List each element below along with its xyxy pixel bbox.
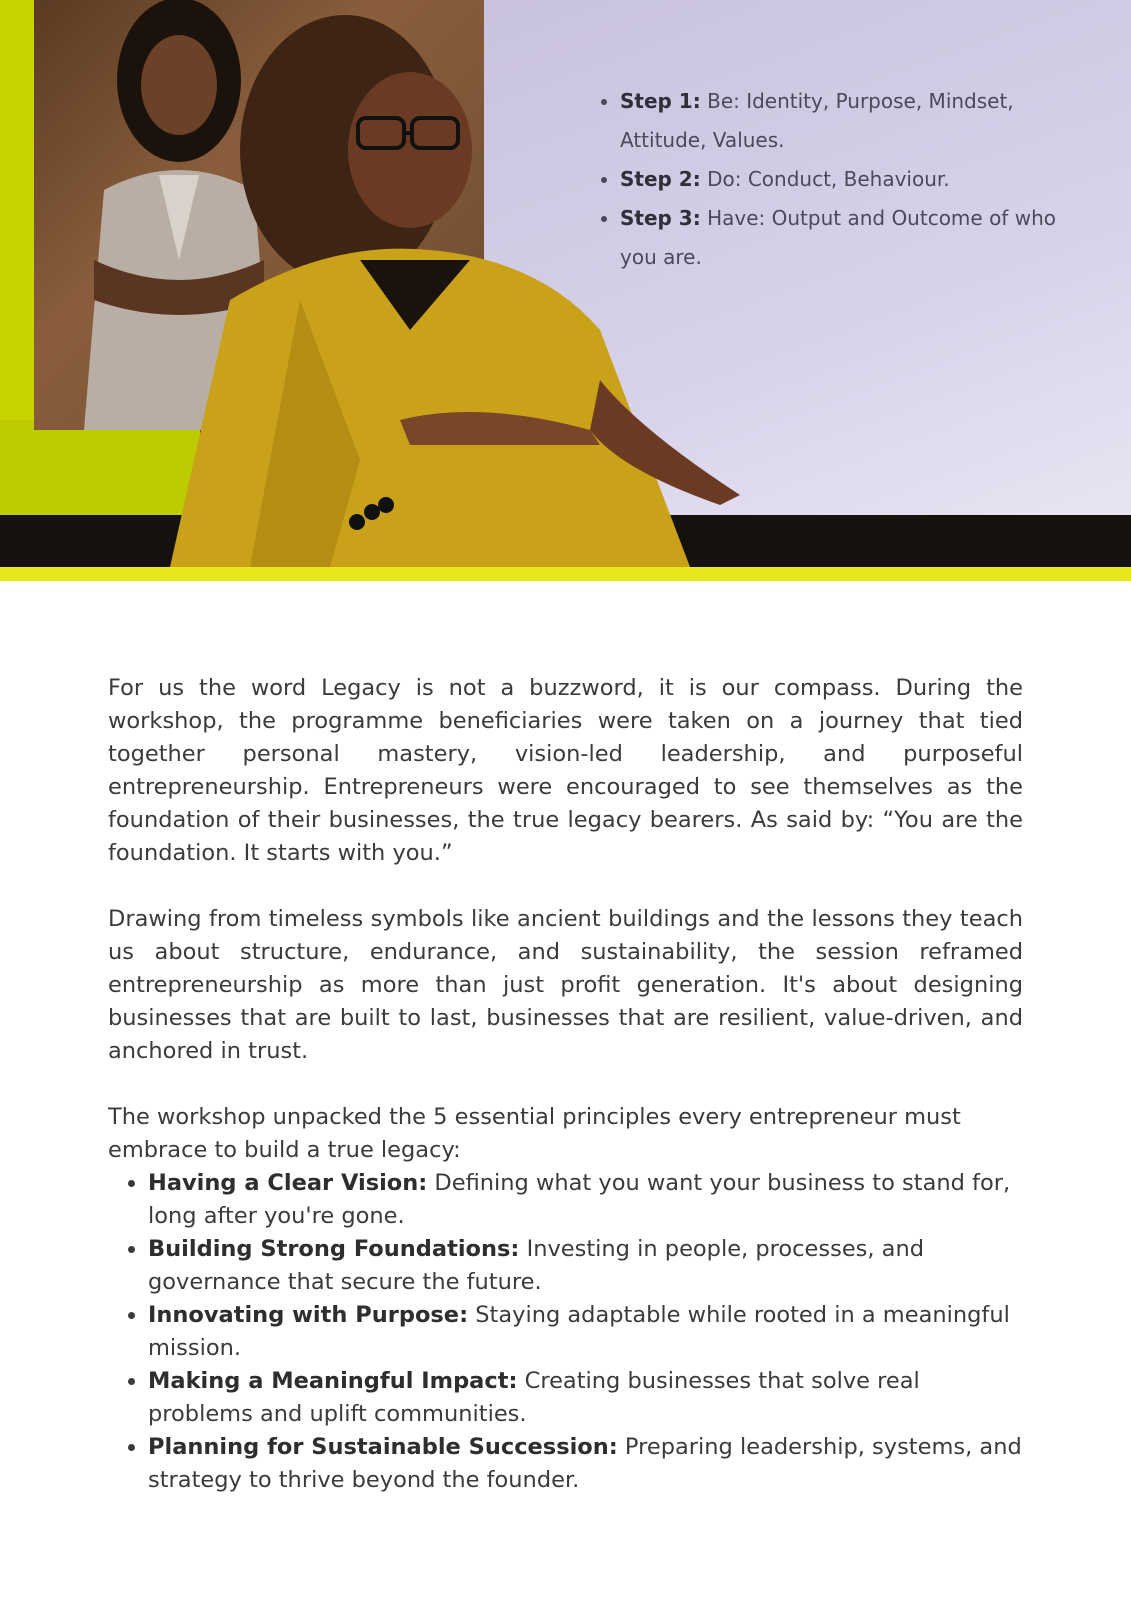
slide-step-text: Be: Identity, Purpose, Mindset, Attitude, Values. [620,89,1014,152]
slide-step-text: Have: Output and Outcome of who you are. [620,206,1056,269]
principle-title: Building Strong Foundations: [148,1236,520,1262]
principle-text: Defining what you want your business to stand for, long after you're gone. [148,1170,1011,1229]
principle-title: Having a Clear Vision: [148,1170,428,1196]
principle-text: Preparing leadership, systems, and strategy to thrive beyond the founder. [148,1434,1022,1493]
principle-title: Making a Meaningful Impact: [148,1368,518,1394]
slide-step-label: Step 2: [620,167,701,191]
principles-intro: The workshop unpacked the 5 essential principles every entrepreneur must embrace to build a true legacy: [108,1104,961,1163]
hero-photo [0,0,1131,567]
list-item [148,1365,1023,1431]
paragraph-legacy: For us the word Legacy is not a buzzword, it is our compass. During the workshop, the programme beneficiaries were taken on a journey that tied together personal mastery, vision-led leadership, and purposeful entrepreneurship. Entrepreneurs were encouraged to see themselves as the foundation of their businesses, the true legacy bearers. As said by: “You are the foundation. It starts with you.” [108,675,1023,866]
principle-title: Innovating with Purpose: [148,1302,469,1328]
slide-step-label: Step 3: [620,206,701,230]
principle-text: Creating businesses that solve real problems and uplift communities. [148,1368,920,1427]
principle-text: Investing in people, processes, and governance that secure the future. [148,1236,925,1295]
accent-band [0,567,1131,581]
article-body [108,672,1023,1497]
list-item [148,1167,1023,1233]
principle-text: Staying adaptable while rooted in a meaningful mission. [148,1302,1010,1361]
list-item [148,1299,1023,1365]
slide-step-label: Step 1: [620,89,701,113]
slide-step-text: Do: Conduct, Behaviour. [700,167,950,191]
principles-list [108,1167,1023,1497]
principle-title: Planning for Sustainable Succession: [148,1434,618,1460]
speaker-figure [0,0,1131,567]
list-item [148,1233,1023,1299]
list-item [148,1431,1023,1497]
paragraph-session: Drawing from timeless symbols like ancient buildings and the lessons they teach us about structure, endurance, and sustainability, the session reframed entrepreneurship as more than just profit generation. It's about designing businesses that are built to last, businesses that are resilient, value-driven, and anchored in trust. [108,906,1023,1064]
